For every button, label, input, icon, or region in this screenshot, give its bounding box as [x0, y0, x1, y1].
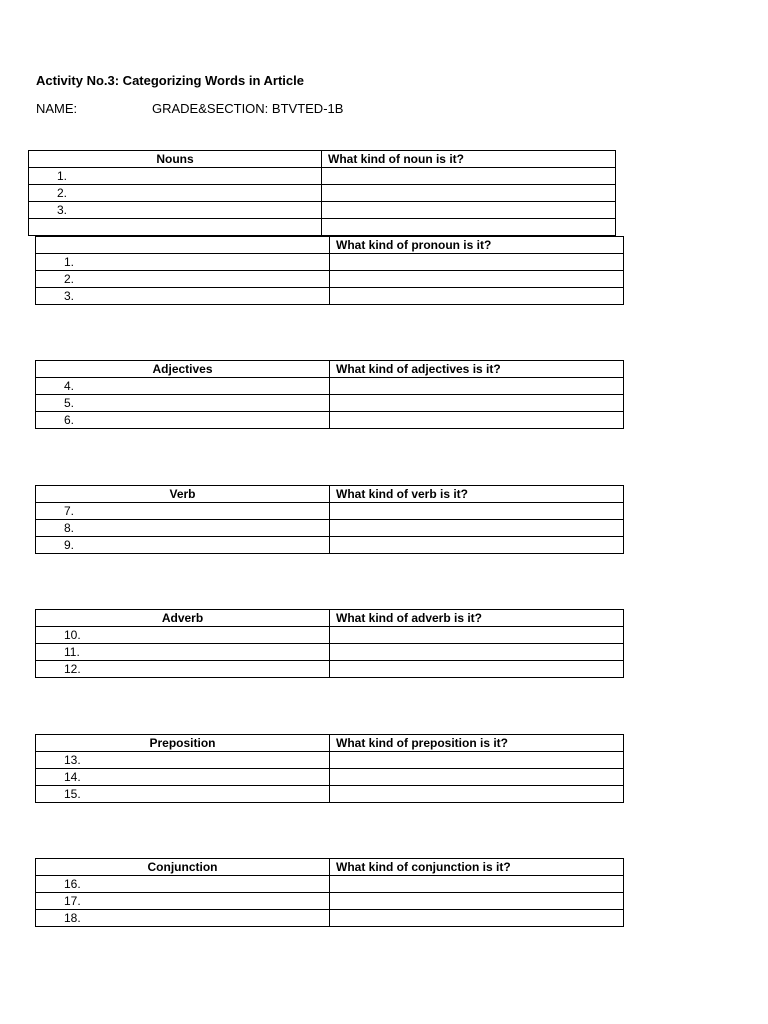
table-header-row — [36, 735, 624, 752]
answer-cell[interactable] — [330, 876, 624, 893]
student-info-line — [36, 101, 344, 116]
table-row — [29, 219, 616, 236]
table-header-row — [29, 151, 616, 168]
table-row — [36, 412, 624, 429]
word-cell[interactable]: 14. — [36, 769, 330, 786]
word-cell[interactable]: 11. — [36, 644, 330, 661]
word-cell[interactable]: 13. — [36, 752, 330, 769]
table-header-row — [36, 859, 624, 876]
category-header: Preposition — [36, 735, 330, 752]
category-header: Conjunction — [36, 859, 330, 876]
word-cell[interactable]: 2. — [29, 185, 322, 202]
verb-table — [35, 485, 624, 554]
table-header-row — [36, 361, 624, 378]
grade-section-label: GRADE&SECTION: BTVTED-1B — [152, 101, 344, 116]
word-cell[interactable]: 12. — [36, 661, 330, 678]
table-row — [36, 876, 624, 893]
word-cell[interactable] — [29, 219, 322, 236]
table-row — [36, 769, 624, 786]
pronouns-table — [35, 236, 624, 305]
activity-title: Activity No.3: Categorizing Words in Article — [36, 73, 304, 88]
answer-cell[interactable] — [330, 661, 624, 678]
conjunction-table — [35, 858, 624, 927]
table-header-row — [36, 486, 624, 503]
answer-cell[interactable] — [330, 503, 624, 520]
answer-cell[interactable] — [330, 271, 624, 288]
table-row — [36, 520, 624, 537]
word-cell[interactable]: 7. — [36, 503, 330, 520]
answer-cell[interactable] — [330, 395, 624, 412]
answer-cell[interactable] — [330, 910, 624, 927]
answer-cell[interactable] — [330, 537, 624, 554]
question-header: What kind of adjectives is it? — [330, 361, 624, 378]
answer-cell[interactable] — [330, 412, 624, 429]
answer-cell[interactable] — [330, 378, 624, 395]
answer-cell[interactable] — [330, 627, 624, 644]
category-header — [36, 237, 330, 254]
answer-cell[interactable] — [322, 185, 616, 202]
question-header: What kind of verb is it? — [330, 486, 624, 503]
word-cell[interactable]: 3. — [29, 202, 322, 219]
table-row — [36, 786, 624, 803]
word-cell[interactable]: 6. — [36, 412, 330, 429]
question-header: What kind of preposition is it? — [330, 735, 624, 752]
question-header: What kind of conjunction is it? — [330, 859, 624, 876]
word-cell[interactable]: 16. — [36, 876, 330, 893]
table-row — [36, 254, 624, 271]
category-header: Adverb — [36, 610, 330, 627]
table-row — [36, 661, 624, 678]
answer-cell[interactable] — [322, 168, 616, 185]
table-row — [36, 752, 624, 769]
word-cell[interactable]: 10. — [36, 627, 330, 644]
adverb-table — [35, 609, 624, 678]
table-header-row — [36, 610, 624, 627]
table-row — [29, 168, 616, 185]
name-label: NAME: — [36, 101, 78, 116]
answer-cell[interactable] — [330, 254, 624, 271]
table-row — [29, 202, 616, 219]
table-row — [36, 395, 624, 412]
adjectives-table — [35, 360, 624, 429]
table-row — [36, 627, 624, 644]
table-row — [36, 288, 624, 305]
word-cell[interactable]: 1. — [29, 168, 322, 185]
question-header: What kind of adverb is it? — [330, 610, 624, 627]
question-header: What kind of noun is it? — [322, 151, 616, 168]
category-header: Verb — [36, 486, 330, 503]
word-cell[interactable]: 2. — [36, 271, 330, 288]
answer-cell[interactable] — [330, 520, 624, 537]
word-cell[interactable]: 17. — [36, 893, 330, 910]
category-header: Adjectives — [36, 361, 330, 378]
answer-cell[interactable] — [330, 288, 624, 305]
word-cell[interactable]: 15. — [36, 786, 330, 803]
word-cell[interactable]: 18. — [36, 910, 330, 927]
answer-cell[interactable] — [330, 644, 624, 661]
table-row — [36, 910, 624, 927]
answer-cell[interactable] — [322, 219, 616, 236]
table-row — [36, 537, 624, 554]
table-row — [36, 644, 624, 661]
answer-cell[interactable] — [330, 786, 624, 803]
answer-cell[interactable] — [330, 769, 624, 786]
table-row — [36, 893, 624, 910]
word-cell[interactable]: 4. — [36, 378, 330, 395]
table-row — [29, 185, 616, 202]
question-header: What kind of pronoun is it? — [330, 237, 624, 254]
word-cell[interactable]: 1. — [36, 254, 330, 271]
table-header-row — [36, 237, 624, 254]
word-cell[interactable]: 8. — [36, 520, 330, 537]
table-row — [36, 503, 624, 520]
table-row — [36, 271, 624, 288]
answer-cell[interactable] — [330, 893, 624, 910]
word-cell[interactable]: 9. — [36, 537, 330, 554]
word-cell[interactable]: 3. — [36, 288, 330, 305]
nouns-table — [28, 150, 616, 236]
word-cell[interactable]: 5. — [36, 395, 330, 412]
preposition-table — [35, 734, 624, 803]
table-row — [36, 378, 624, 395]
answer-cell[interactable] — [330, 752, 624, 769]
answer-cell[interactable] — [322, 202, 616, 219]
category-header: Nouns — [29, 151, 322, 168]
